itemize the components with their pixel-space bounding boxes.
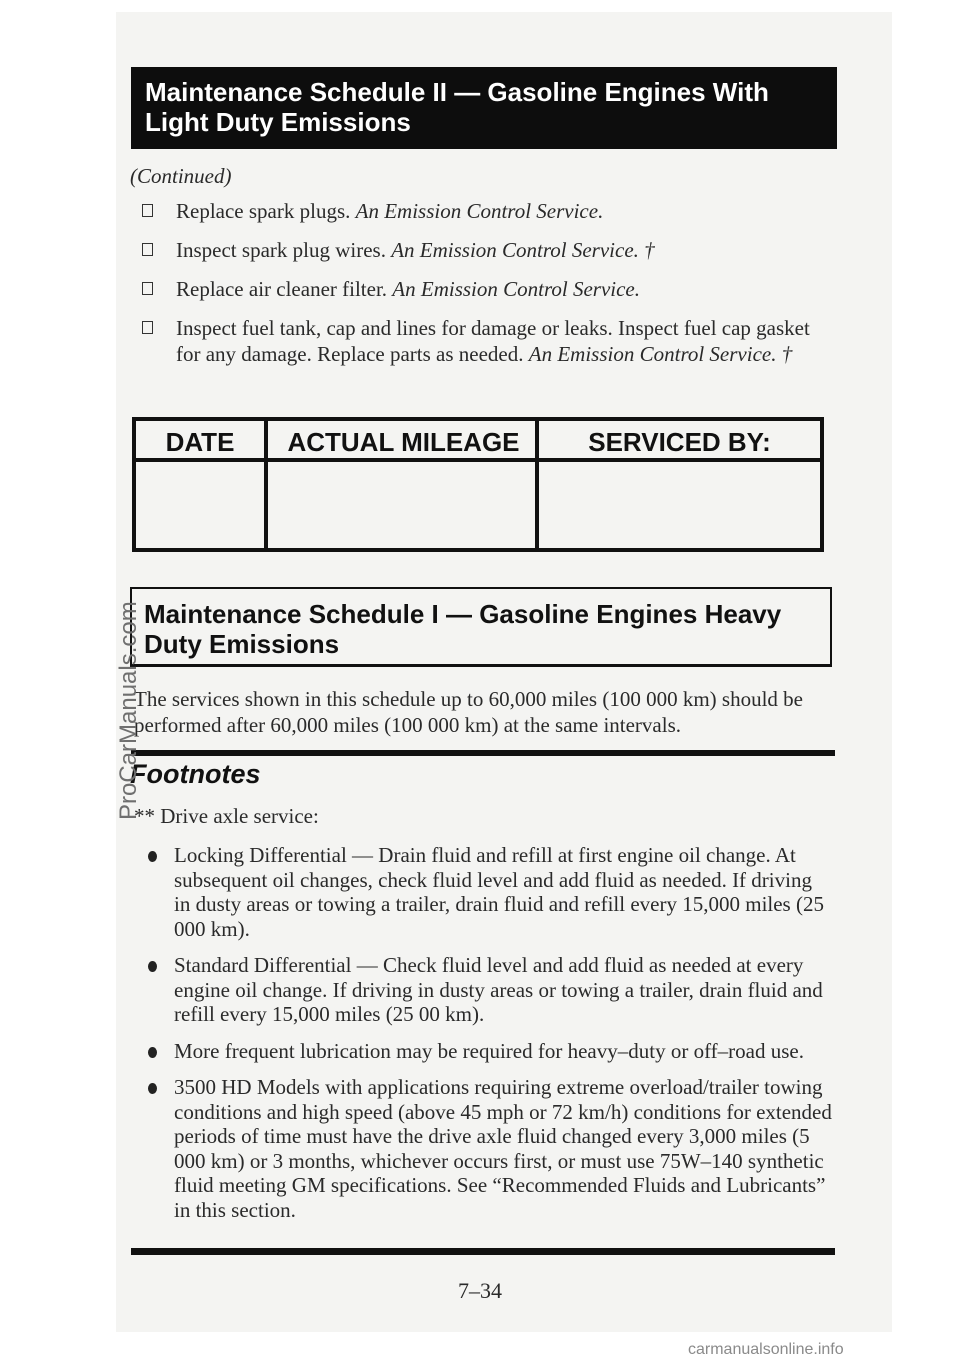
list-item bbox=[142, 953, 832, 1027]
checklist-item-note: An Emission Control Service. † bbox=[528, 342, 793, 366]
banner-title-line-2: Light Duty Emissions bbox=[145, 107, 411, 137]
checklist-item bbox=[142, 276, 832, 302]
serviced-by-column bbox=[535, 421, 820, 548]
list-item bbox=[142, 843, 832, 941]
serviced-by-header: SERVICED BY: bbox=[588, 427, 771, 457]
schedule-ii-banner bbox=[131, 67, 837, 149]
schedule-intro-paragraph: The services shown in this schedule up to 60,000 miles (100 000 km) should be performed after 60,000 miles (100 000 km) at the same intervals. bbox=[134, 687, 803, 737]
checklist-item bbox=[142, 315, 832, 367]
watermark-left: ProCarManuals.com bbox=[115, 601, 142, 820]
checklist-item bbox=[142, 198, 832, 224]
banner-title-line-1: Maintenance Schedule II — Gasoline Engines With bbox=[145, 77, 769, 107]
bullet-text: Locking Differential — Drain fluid and refill at first engine oil change. At subsequent oil changes, check fluid level and add fluid as needed. If driving in dusty areas or towing a trailer, drain fluid and refill every 15,000 miles (25 000 km). bbox=[174, 843, 824, 941]
checkbox-icon bbox=[142, 204, 153, 217]
bullet-text: More frequent lubrication may be required for heavy–duty or off–road use. bbox=[174, 1038, 804, 1063]
list-item bbox=[142, 1075, 832, 1222]
section-divider-bottom bbox=[131, 1248, 835, 1255]
date-column bbox=[136, 421, 264, 548]
checkbox-icon bbox=[142, 321, 153, 334]
section-divider-top bbox=[131, 750, 835, 756]
checklist-item-text: Replace spark plugs. bbox=[176, 199, 356, 223]
schedule-i-title-line-2: Duty Emissions bbox=[144, 629, 340, 659]
service-record-table bbox=[132, 417, 824, 552]
footnote-bullet-list bbox=[142, 843, 832, 1234]
page-number: 7–34 bbox=[458, 1278, 502, 1303]
bullet-text: Standard Differential — Check fluid level and add fluid as needed at every engine oil change. If driving in dusty areas or towing a trailer, drain fluid and refill every 15,000 miles (25 00 km). bbox=[174, 953, 823, 1026]
checklist-item-note: An Emission Control Service. bbox=[355, 199, 604, 223]
footnotes-title: Footnotes bbox=[130, 759, 261, 789]
checkbox-icon bbox=[142, 243, 153, 256]
watermark-bottom: carmanualsonline.info bbox=[688, 1341, 844, 1358]
checklist-item bbox=[142, 237, 832, 263]
checklist-item-text: Replace air cleaner filter. bbox=[176, 277, 393, 301]
list-item bbox=[142, 1039, 832, 1064]
maintenance-checklist bbox=[142, 198, 832, 380]
checklist-item-note: An Emission Control Service. † bbox=[391, 238, 655, 262]
bullet-icon bbox=[148, 961, 157, 972]
bullet-icon bbox=[148, 1083, 157, 1094]
heading-underline bbox=[130, 664, 832, 667]
checklist-item-note: An Emission Control Service. bbox=[392, 277, 640, 301]
checkbox-icon bbox=[142, 282, 153, 295]
bullet-icon bbox=[148, 1047, 157, 1058]
checklist-item-text: Inspect spark plug wires. bbox=[176, 238, 392, 262]
bullet-icon bbox=[148, 851, 157, 862]
actual-mileage-header: ACTUAL MILEAGE bbox=[287, 427, 520, 457]
schedule-i-title-line-1: Maintenance Schedule I — Gasoline Engines Heavy bbox=[144, 599, 782, 629]
drive-axle-label: ** Drive axle service: bbox=[134, 804, 319, 828]
mileage-column bbox=[264, 421, 539, 548]
continued-label: (Continued) bbox=[130, 164, 232, 188]
schedule-i-heading bbox=[130, 587, 832, 667]
date-header: DATE bbox=[165, 427, 235, 457]
bullet-text: 3500 HD Models with applications requiring extreme overload/trailer towing conditions and high speed (above 45 mph or 72 km/h) conditions for extended periods of time must have the drive axle fluid changed every 3,000 miles (5 000 km) or 3 months, whichever occurs first, or must use 75W–140 synthetic fluid meeting GM specifications. See “Recommended Fluids and Lubricants” in this section. bbox=[174, 1075, 832, 1222]
checklist-item-text: Inspect fuel tank, cap and lines for damage or leaks. Inspect fuel cap gasket for any damage. Replace parts as needed. bbox=[176, 316, 810, 366]
